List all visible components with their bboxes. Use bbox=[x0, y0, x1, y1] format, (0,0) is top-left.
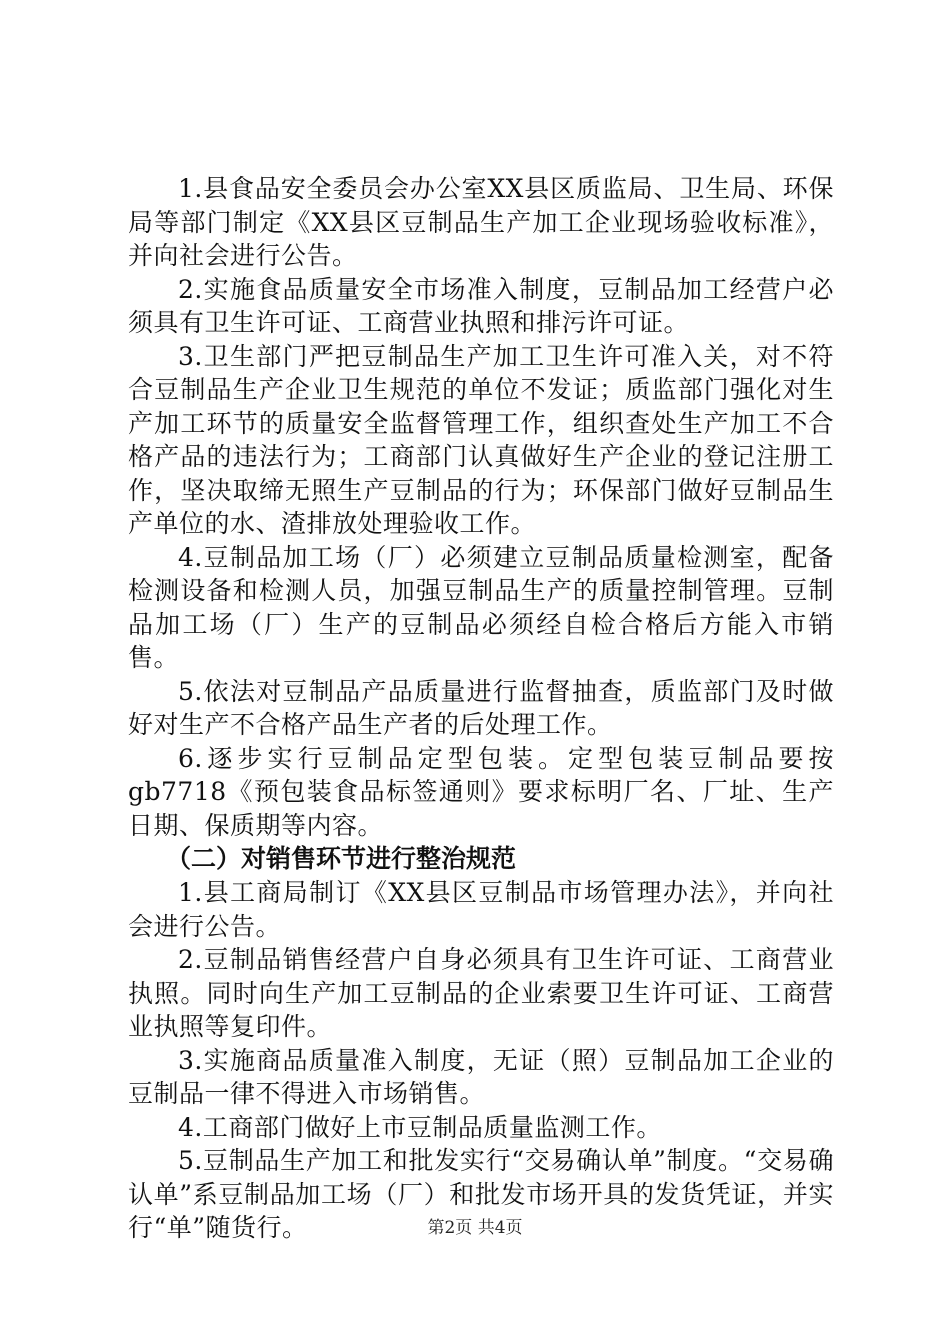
paragraph-1: 1.县食品安全委员会办公室XX县区质监局、卫生局、环保局等部门制定《XX县区豆制品生产加工企业现场验收标准》，并向社会进行公告。 bbox=[128, 174, 834, 270]
paragraph-4: 4.豆制品加工场（厂）必须建立豆制品质量检测室，配备检测设备和检测人员，加强豆制品生产的质量控制管理。豆制品加工场（厂）生产的豆制品必须经自检合格后方能入市销售。 bbox=[128, 542, 834, 672]
paragraph-3: 3.卫生部门严把豆制品生产加工卫生许可准入关，对不符合豆制品生产企业卫生规范的单位不发证；质监部门强化对生产加工环节的质量安全监督管理工作，组织查处生产加工不合格产品的违法行为；工商部门认真做好生产企业的登记注册工作，坚决取缔无照生产豆制品的行为；环保部门做好豆制品生产单位的水、渣排放处理验收工作。 bbox=[128, 341, 834, 538]
paragraph-5: 5.依法对豆制品产品质量进行监督抽查，质监部门及时做好对生产不合格产品生产者的后处理工作。 bbox=[128, 676, 834, 739]
page-footer bbox=[0, 1213, 950, 1238]
sales-paragraph-1: 1.县工商局制订《XX县区豆制品市场管理办法》，并向社会进行公告。 bbox=[128, 878, 834, 941]
page-number-indicator: 第2页 共4页 bbox=[427, 1218, 523, 1238]
document-body bbox=[128, 172, 834, 1245]
sales-paragraph-5: 5.豆制品生产加工和批发实行“交易确认单”制度。“交易确认单”系豆制品加工场（厂）和批发市场开具的发货凭证，并实行“单”随货行。 bbox=[128, 1146, 834, 1242]
section-heading: （二）对销售环节进行整治规范 bbox=[166, 844, 517, 873]
sales-paragraph-3: 3.实施商品质量准入制度，无证（照）豆制品加工企业的豆制品一律不得进入市场销售。 bbox=[128, 1045, 834, 1108]
paragraph-2: 2.实施食品质量安全市场准入制度，豆制品加工经营户必须具有卫生许可证、工商营业执照和排污许可证。 bbox=[128, 274, 834, 337]
sales-paragraph-2: 2.豆制品销售经营户自身必须具有卫生许可证、工商营业执照。同时向生产加工豆制品的企业索要卫生许可证、工商营业执照等复印件。 bbox=[128, 945, 834, 1041]
sales-paragraph-4: 4.工商部门做好上市豆制品质量监测工作。 bbox=[178, 1112, 662, 1142]
paragraph-6: 6.逐步实行豆制品定型包装。定型包装豆制品要按gb7718《预包装食品标签通则》要求标明厂名、厂址、生产日期、保质期等内容。 bbox=[128, 743, 834, 840]
